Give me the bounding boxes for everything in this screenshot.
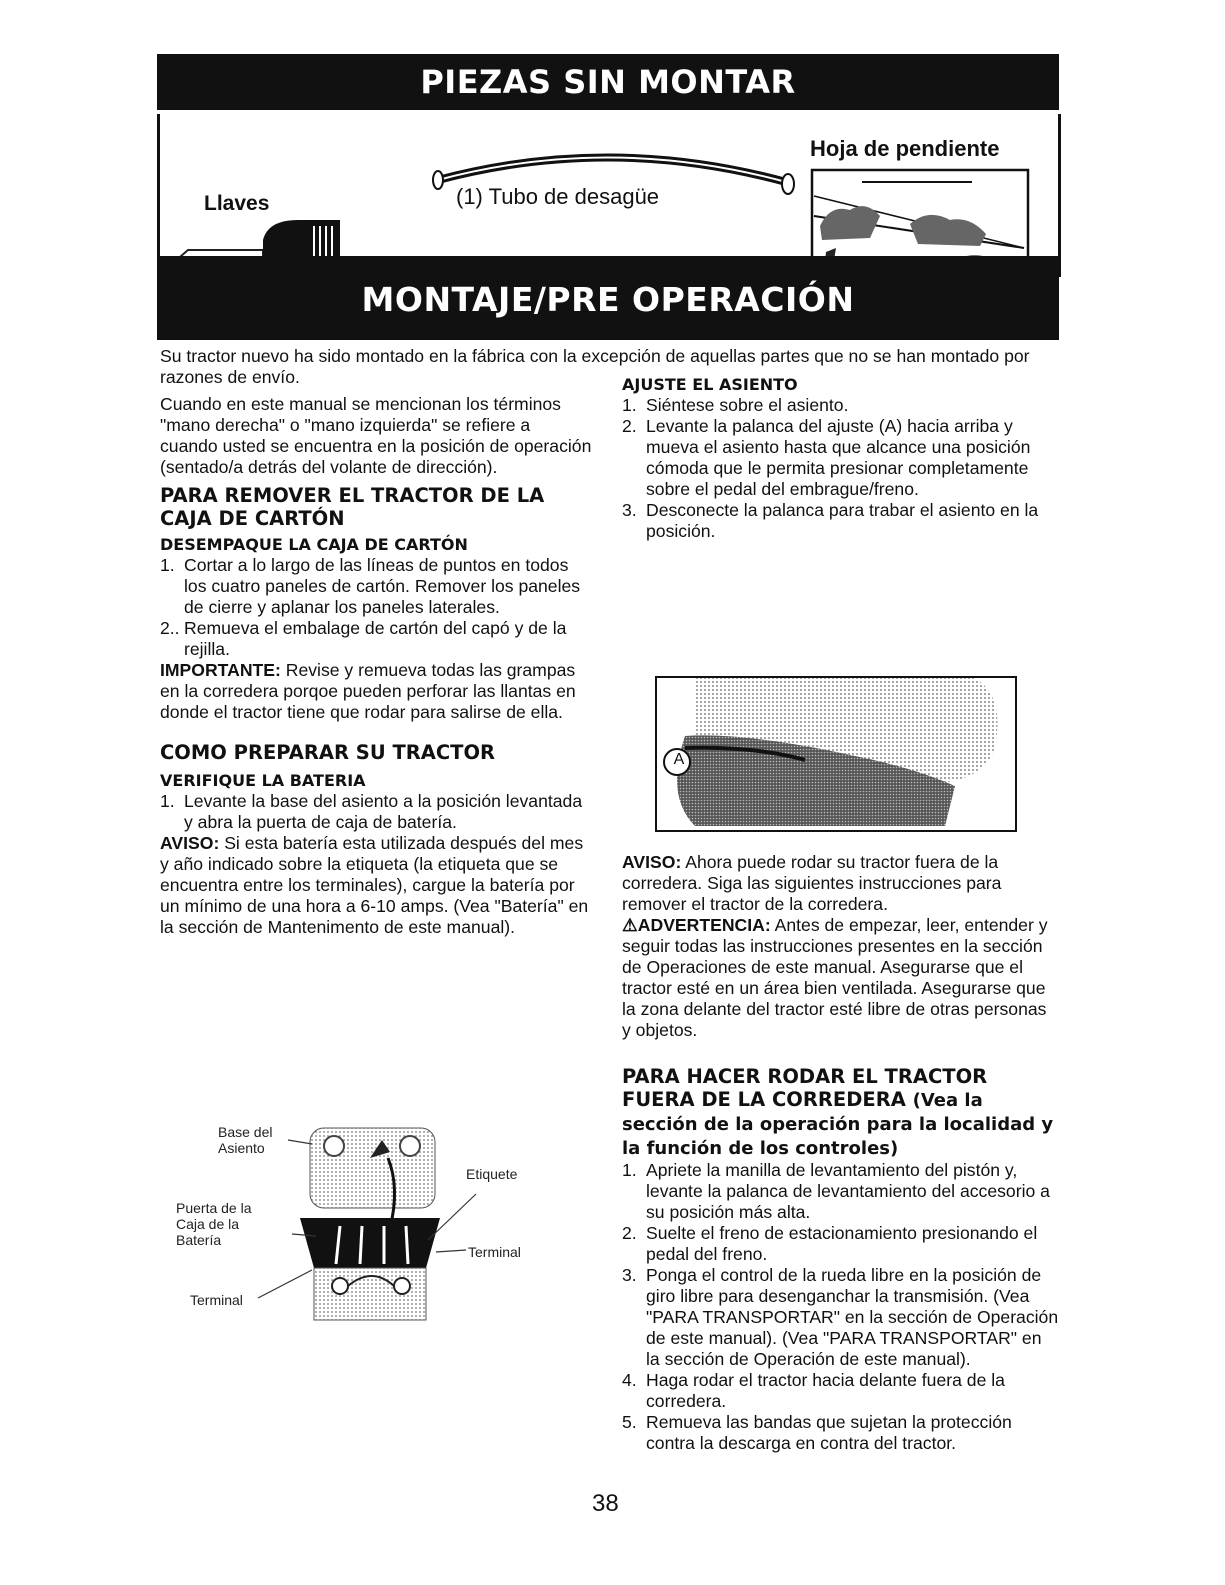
advertencia-label: ADVERTENCIA: [637,915,771,935]
list-item [622,1223,1060,1265]
list-number: 2. [622,416,637,436]
list-text: Levante la palanca del ajuste (A) hacia arriba y mueva el asiento hasta que alcance una posición cómoda que le permita presionar completamente sobre el pedal del embrague/freno. [646,416,1031,499]
prepare-heading: COMO PREPARAR SU TRACTOR [160,741,496,764]
list-text: Cortar a lo largo de las líneas de puntos en todos los cuatro paneles de cartón. Remover los paneles de cierre y aplanar los paneles laterales. [184,555,581,617]
battery-leader-lines [240,1130,560,1330]
aviso-paragraph-right [622,852,1060,915]
list-item [622,395,1060,416]
hand-note-paragraph: Cuando en este manual se mencionan los términos "mano derecha" o "mano izquierda" se refiere a cuando usted se encuentra en la posición de operación (sentado/a detrás del volante de dirección). [160,394,592,477]
label-terminal-right: Terminal [468,1244,521,1260]
list-item [622,1160,1060,1223]
roll-heading-note: (Vea la sección de la operación para la localidad y la función de los controles) [622,1090,1054,1159]
label-base-asiento: Base del Asiento [218,1124,273,1156]
list-number: 1. [160,791,175,811]
list-item [160,791,592,833]
intro-paragraph: Su tractor nuevo ha sido montado en la fábrica con la excepción de aquellas partes que no se han montado por razones de envío. [160,346,1030,387]
list-number: 1. [160,555,175,575]
list-text: Siéntese sobre el asiento. [646,395,849,415]
aviso-text: Si esta batería esta utilizada después del mes y año indicado sobre la etiqueta (la etiqueta que se encuentra entre los terminales), cargue la batería por un mínimo de una hora a 6-10 amps. (Vea "Batería" en la sección de Mantenimento de este manual). [160,833,589,937]
list-number: 3. [622,500,637,520]
seat-heading: AJUSTE EL ASIENTO [622,375,798,394]
section-banner-montaje: MONTAJE/PRE OPERACIÓN [157,256,1059,340]
aviso-label: AVISO: [160,833,220,853]
list-item [622,1412,1060,1454]
aviso-paragraph [160,833,592,938]
list-number: 1. [622,395,637,415]
tubo-caption: (1) Tubo de desagüe [456,184,660,209]
list-number: 5. [622,1412,637,1432]
list-text: Remueva el embalage de cartón del capó y de la rejilla. [184,618,567,659]
right-column-bottom [622,852,1060,1454]
aviso-label: AVISO: [622,852,682,872]
importante-text: Revise y remueva todas las grampas en la corredera porqoe pueden perforar las llantas en donde el tractor tiene que rodar para salirse de ella. [160,660,576,722]
seat-fig-label-a: A [673,751,685,768]
list-text: Desconecte la palanca para trabar el asiento en la posición. [646,500,1039,541]
left-column [160,394,592,938]
llaves-title: Llaves [204,192,270,215]
list-number: 3. [622,1265,637,1285]
hoja-title: Hoja de pendiente [810,136,1000,161]
list-number: 2.. [160,618,180,638]
list-item [160,555,592,618]
right-column-top [622,374,1060,542]
unpack-subheading: DESEMPAQUE LA CAJA DE CARTÓN [160,535,468,554]
label-puerta-bateria: Puerta de la Caja de la Batería [176,1200,252,1248]
importante-paragraph [160,660,592,723]
label-etiquete: Etiquete [466,1166,518,1182]
list-number: 2. [622,1223,637,1243]
warning-icon: ⚠ [622,915,638,935]
list-item [622,500,1060,542]
list-text: Remueva las bandas que sujetan la protección contra la descarga en contra del tractor. [646,1412,1012,1453]
advertencia-paragraph [622,915,1060,1041]
list-text: Haga rodar el tractor hacia delante fuera de la corredera. [646,1370,1005,1411]
page-number: 38 [592,1490,619,1517]
list-text: Apriete la manilla de levantamiento del pistón y, levante la palanca de levantamiento del accesorio a su posición más alta. [646,1160,1050,1222]
list-number: 1. [622,1160,637,1180]
roll-heading [622,1065,1060,1160]
importante-label: IMPORTANTE: [160,660,281,680]
list-text: Suelte el freno de estacionamiento presionando el pedal del freno. [646,1223,1038,1264]
seat-adjust-illustration [655,676,1017,832]
aviso-text: Ahora puede rodar su tractor fuera de la corredera. Siga las siguientes instrucciones para remover el tractor de la corredera. [622,852,1002,914]
roll-heading-main: PARA HACER RODAR EL TRACTOR FUERA DE LA CORREDERA [622,1065,988,1111]
list-text: Ponga el control de la rueda libre en la posición de giro libre para desenganchar la transmisión. (Vea "PARA TRANSPORTAR" en la sección de Operación de este manual). (Vea "PARA TRANSPORTAR" en la sección de Operación de este manual). [646,1265,1059,1369]
section-banner-piezas: PIEZAS SIN MONTAR [157,54,1059,110]
list-number: 4. [622,1370,637,1390]
label-terminal-left: Terminal [190,1292,243,1308]
remove-heading: PARA REMOVER EL TRACTOR DE LA CAJA DE CARTÓN [160,484,545,530]
list-item [622,416,1060,500]
list-item [622,1370,1060,1412]
list-item [622,1265,1060,1370]
list-item [160,618,592,660]
list-text: Levante la base del asiento a la posición levantada y abra la puerta de caja de batería. [184,791,583,832]
advertencia-text: Antes de empezar, leer, entender y seguir todas las instrucciones presentes en la sección de Operaciones de este manual. Asegurarse que el tractor esté en un área bien ventilada. Asegurarse que la zona delante del tractor esté libre de otras personas y objetos. [622,915,1048,1040]
battery-subheading: VERIFIQUE LA BATERIA [160,771,366,790]
